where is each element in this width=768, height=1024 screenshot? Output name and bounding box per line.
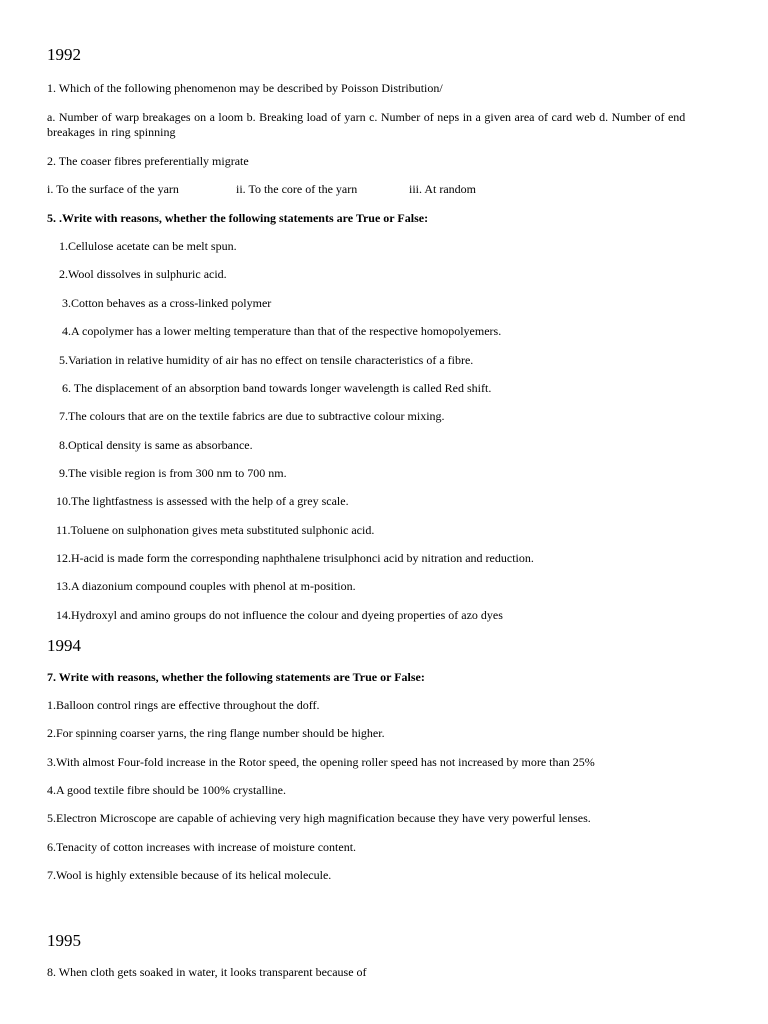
- q5-statement-6: 6. The displacement of an absorption band towards longer wavelength is called Red shift.: [62, 381, 492, 395]
- q5-statement-14: 14.Hydroxyl and amino groups do not influence the colour and dyeing properties of azo dyes: [56, 608, 503, 622]
- question-1: 1. Which of the following phenomenon may be described by Poisson Distribution/: [47, 81, 443, 95]
- q5-statement-10: 10.The lightfastness is assessed with the help of a grey scale.: [56, 494, 349, 508]
- q5-statement-3: 3.Cotton behaves as a cross-linked polymer: [62, 296, 272, 310]
- q5-statement-2: 2.Wool dissolves in sulphuric acid.: [59, 267, 227, 281]
- q7-statement-3: 3.With almost Four-fold increase in the Rotor speed, the opening roller speed has not increased by more than 25%: [47, 755, 595, 769]
- section-heading-1994: 1994: [47, 636, 81, 655]
- q5-statement-1: 1.Cellulose acetate can be melt spun.: [59, 239, 237, 253]
- question-1-options: a. Number of warp breakages on a loom b. Breaking load of yarn c. Number of neps in a given area of card web d. Number of end breakages in ring spinning: [47, 110, 686, 139]
- question-2-option-iii: iii. At random: [409, 182, 476, 196]
- q5-statement-13: 13.A diazonium compound couples with phenol at m-position.: [56, 579, 356, 593]
- q5-statement-7: 7.The colours that are on the textile fabrics are due to subtractive colour mixing.: [59, 409, 445, 423]
- q7-statement-5: 5.Electron Microscope are capable of achieving very high magnification because they have very powerful lenses.: [47, 811, 591, 825]
- question-5-title: 5. .Write with reasons, whether the following statements are True or False:: [47, 211, 429, 225]
- question-8: 8. When cloth gets soaked in water, it looks transparent because of: [47, 965, 367, 979]
- question-2: 2. The coaser fibres preferentially migrate: [47, 154, 249, 168]
- q5-statement-11: 11.Toluene on sulphonation gives meta substituted sulphonic acid.: [56, 523, 375, 537]
- q5-statement-12: 12.H-acid is made form the corresponding naphthalene trisulphonci acid by nitration and reduction.: [56, 551, 534, 565]
- q7-statement-7: 7.Wool is highly extensible because of its helical molecule.: [47, 868, 332, 882]
- q5-statement-9: 9.The visible region is from 300 nm to 700 nm.: [59, 466, 287, 480]
- q7-statement-1: 1.Balloon control rings are effective throughout the doff.: [47, 698, 320, 712]
- section-heading-1995: 1995: [47, 931, 81, 950]
- question-2-option-ii: ii. To the core of the yarn: [236, 182, 358, 196]
- q7-statement-4: 4.A good textile fibre should be 100% crystalline.: [47, 783, 286, 797]
- q7-statement-2: 2.For spinning coarser yarns, the ring flange number should be higher.: [47, 726, 385, 740]
- question-7-title: 7. Write with reasons, whether the following statements are True or False:: [47, 670, 425, 684]
- q7-statement-6: 6.Tenacity of cotton increases with increase of moisture content.: [47, 840, 357, 854]
- question-2-option-i: i. To the surface of the yarn: [47, 182, 179, 196]
- q5-statement-4: 4.A copolymer has a lower melting temperature than that of the respective homopolyemers.: [62, 324, 502, 338]
- q5-statement-8: 8.Optical density is same as absorbance.: [59, 438, 253, 452]
- section-heading-1992: 1992: [47, 45, 81, 64]
- q5-statement-5: 5.Variation in relative humidity of air has no effect on tensile characteristics of a fibre.: [59, 353, 474, 367]
